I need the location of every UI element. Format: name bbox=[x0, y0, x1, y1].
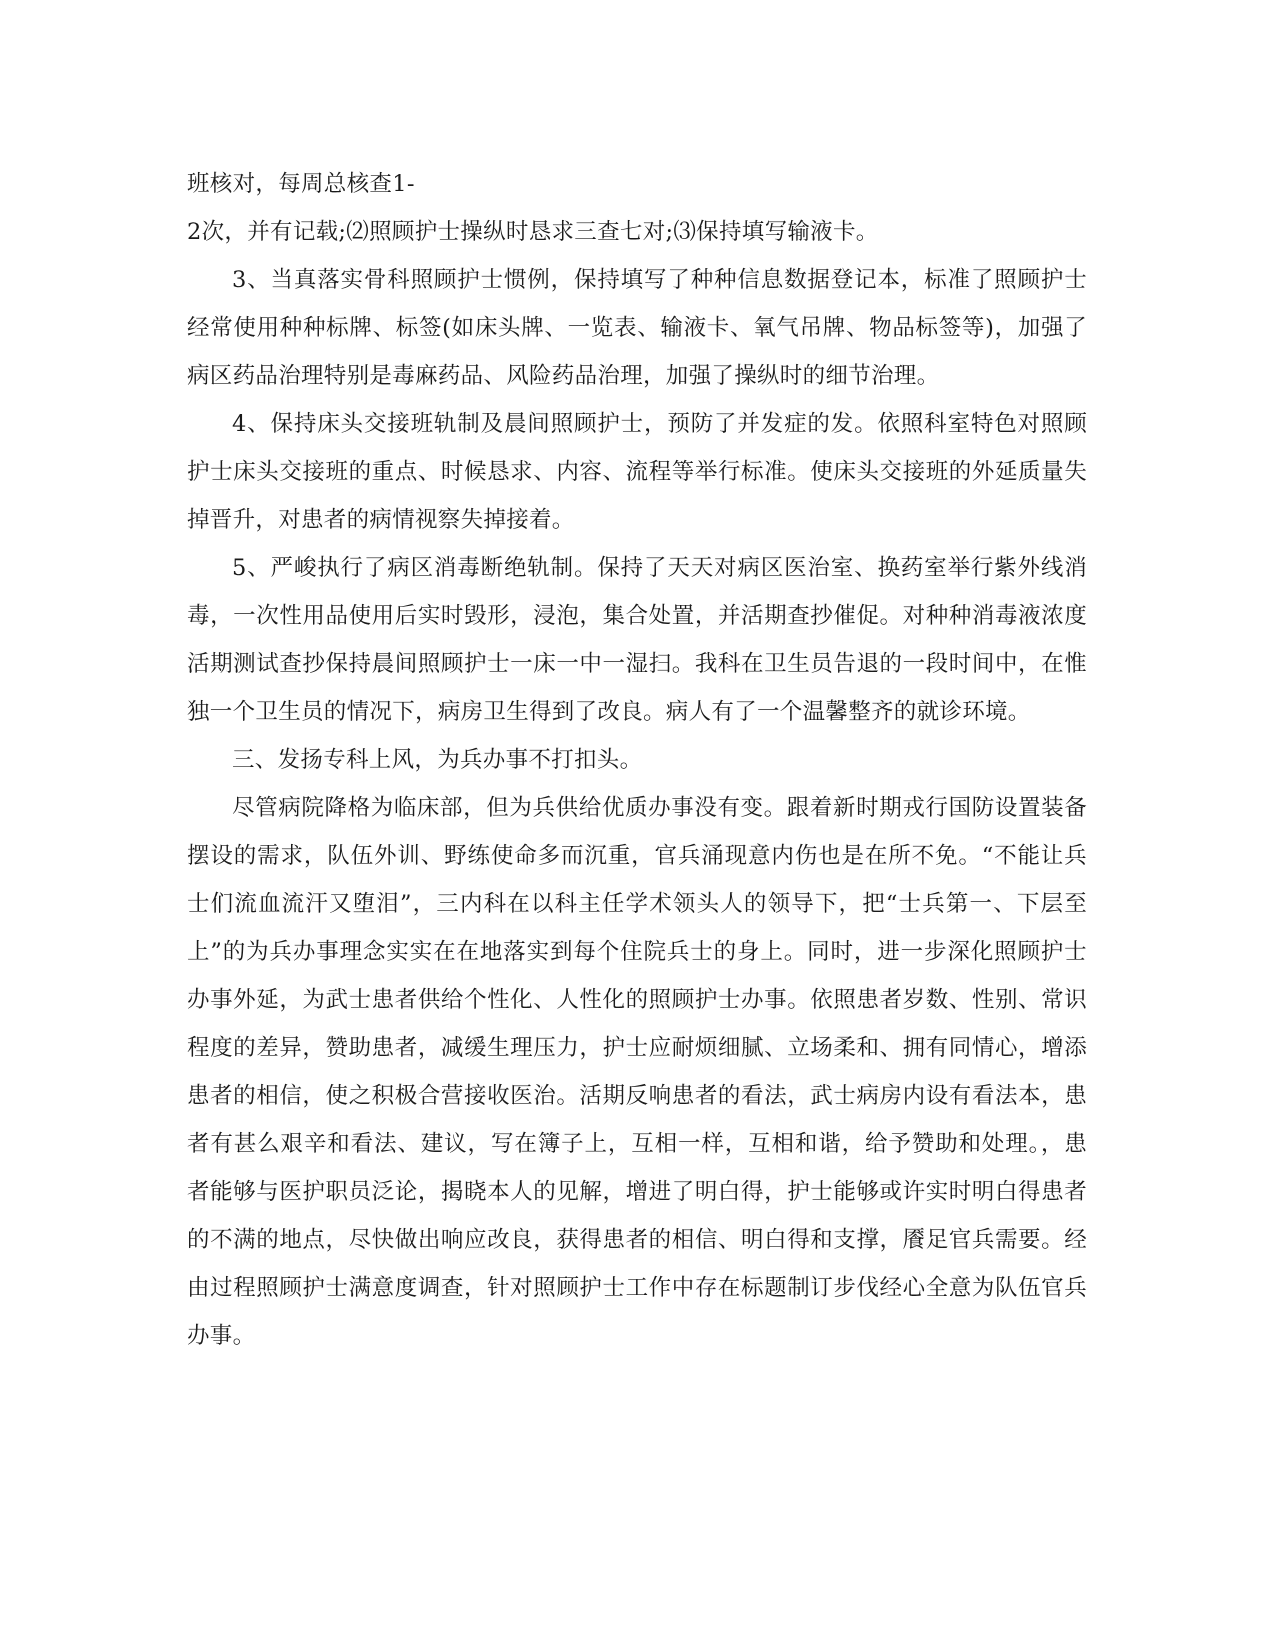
paragraph-6: 尽管病院降格为临床部，但为兵供给优质办事没有变。跟着新时期戎行国防设置装备摆设的需求，队伍外训、野练使命多而沉重，官兵涌现意内伤也是在所不免。“不能让兵士们流血流汗又堕泪”，三内科在以科主任学术领头人的领导下，把“士兵第一、下层至上”的为兵办事理念实实在在地落实到每个住院兵士的身上。同时，进一步深化照顾护士办事外延，为武士患者供给个性化、人性化的照顾护士办事。依照患者岁数、性别、常识程度的差异，赞助患者，减缓生理压力，护士应耐烦细腻、立场柔和、拥有同情心，增添患者的相信，使之积极合营接收医治。活期反响患者的看法，武士病房内设有看法本，患者有甚么艰辛和看法、建议，写在簿子上，互相一样，互相和谐，给予赞助和处理。，患者能够与医护职员泛论，揭晓本人的见解，增进了明白得，护士能够或许实时明白得患者的不满的地点，尽快做出响应改良，获得患者的相信、明白得和支撑，餍足官兵需要。经由过程照顾护士满意度调查，针对照顾护士工作中存在标题制订步伐经心全意为队伍官兵办事。 bbox=[187, 795, 1087, 1349]
section-heading-3: 三、发扬专科上风，为兵办事不打扣头。 bbox=[232, 747, 643, 773]
paragraph-1: 班核对，每周总核查1- bbox=[187, 171, 415, 197]
document-body bbox=[187, 160, 1087, 1360]
paragraph-4: 4、保持床头交接班轨制及晨间照顾护士，预防了并发症的发。依照科室特色对照顾护士床头交接班的重点、时候恳求、内容、流程等举行标准。使床头交接班的外延质量失掉晋升，对患者的病情视察失掉接着。 bbox=[187, 411, 1087, 533]
paragraph-3: 3、当真落实骨科照顾护士惯例，保持填写了种种信息数据登记本，标准了照顾护士经常使用种种标牌、标签(如床头牌、一览表、输液卡、氧气吊牌、物品标签等)，加强了病区药品治理特别是毒麻药品、风险药品治理，加强了操纵时的细节治理。 bbox=[187, 267, 1087, 389]
paragraph-2: 2次，并有记载;⑵照顾护士操纵时恳求三查七对;⑶保持填写输液卡。 bbox=[187, 219, 879, 245]
paragraph-5: 5、严峻执行了病区消毒断绝轨制。保持了天天对病区医治室、换药室举行紫外线消毒，一次性用品使用后实时毁形，浸泡，集合处置，并活期查抄催促。对种种消毒液浓度活期测试查抄保持晨间照顾护士一床一中一湿扫。我科在卫生员告退的一段时间中，在惟独一个卫生员的情况下，病房卫生得到了改良。病人有了一个温馨整齐的就诊环境。 bbox=[187, 555, 1087, 725]
